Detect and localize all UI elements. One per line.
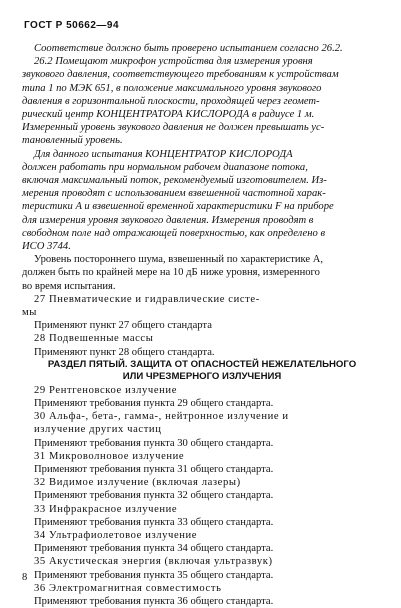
- page-header: ГОСТ Р 50662—94: [24, 20, 120, 31]
- text-line: 29 Рентгеновское излучение: [34, 384, 178, 396]
- text-line: 31 Микроволновое излучение: [34, 450, 185, 462]
- text-line: 33 Инфракрасное излучение: [34, 503, 178, 515]
- text-line: Применяют требования пункта 33 общего стандарта.: [34, 516, 274, 528]
- text-line: рический центр КОНЦЕНТРАТОРА КИСЛОРОДА в радиусе 1 м.: [22, 109, 315, 121]
- page-number: 8: [22, 572, 28, 583]
- text-line: давления в горизонтальной плоскости, проходящей через геомет-: [22, 95, 320, 107]
- text-line: для измерения уровня звукового давления. Измерения проводят в: [22, 214, 314, 226]
- text-line: Измеренный уровень звукового давления не должен превышать ус-: [22, 122, 325, 134]
- text-line: Применяют пункт 28 общего стандарта.: [34, 346, 215, 358]
- text-line: должен работать при нормальном рабочем диапазоне потока,: [22, 161, 308, 173]
- text-line: тановленный уровень.: [22, 135, 123, 147]
- text-line: Для данного испытания КОНЦЕНТРАТОР КИСЛОРОДА: [34, 148, 293, 160]
- text-line: 35 Акустическая энергия (включая ультразвук): [34, 556, 273, 568]
- text-line: 28 Подвешенные массы: [34, 333, 154, 345]
- section-heading-line: РАЗДЕЛ ПЯТЫЙ. ЗАЩИТА ОТ ОПАСНОСТЕЙ НЕЖЕЛАТЕЛЬНОГО: [47, 358, 357, 370]
- text-line: теристики A и взвешенной временной характеристики F на приборе: [22, 201, 334, 213]
- text-line: 34 Ультрафиолетовое излучение: [34, 529, 198, 541]
- text-line: Применяют пункт 27 общего стандарта: [34, 320, 212, 332]
- text-line: Применяют требования пункта 35 общего стандарта.: [34, 569, 274, 581]
- text-line: Применяют требования пункта 36 общего стандарта.: [34, 595, 274, 607]
- text-line: 32 Видимое излучение (включая лазеры): [34, 477, 241, 489]
- text-line: Применяют требования пункта 29 общего стандарта.: [34, 397, 274, 409]
- text-line: звукового давления, соответствующего требованиям к устройствам: [22, 69, 339, 81]
- document-body: [22, 42, 382, 608]
- text-line: Применяют требования пункта 31 общего стандарта.: [34, 463, 274, 475]
- text-line: 27 Пневматические и гидравлические систе-: [34, 293, 260, 305]
- text-line: Применяют требования пункта 30 общего стандарта.: [34, 437, 274, 449]
- section-heading-line: ИЛИ ЧРЕЗМЕРНОГО ИЗЛУЧЕНИЯ: [122, 371, 282, 383]
- text-line: 36 Электромагнитная совместимость: [34, 582, 222, 594]
- text-line: ИСО 3744.: [22, 241, 71, 253]
- text-line: Применяют требования пункта 34 общего стандарта.: [34, 543, 274, 555]
- text-line: излучение других частиц: [34, 424, 162, 436]
- text-line: Применяют требования пункта 32 общего стандарта.: [34, 490, 274, 502]
- text-line: должен быть по крайней мере на 10 дБ ниже уровня, измеренного: [22, 267, 320, 279]
- text-line: мы: [22, 307, 38, 319]
- text-line: Уровень постороннего шума, взвешенный по характеристике A,: [34, 254, 324, 266]
- text-line: свободном поле над отражающей поверхностью, как определено в: [22, 227, 326, 239]
- text-line: типа 1 по МЭК 651, в положение максимального уровня звукового: [22, 82, 322, 94]
- text-line: мерения проводят с использованием взвешенной частотной харак-: [22, 188, 326, 200]
- text-line: во время испытания.: [22, 280, 116, 292]
- text-line: включая максимальный поток, рекомендуемый изготовителем. Из-: [22, 175, 327, 187]
- text-line: 26.2 Помещают микрофон устройства для измерения уровня: [34, 56, 313, 68]
- text-line: Соответствие должно быть проверено испытанием согласно 26.2.: [34, 43, 343, 54]
- text-line: 30 Альфа-, бета-, гамма-, нейтронное излучение и: [34, 411, 289, 423]
